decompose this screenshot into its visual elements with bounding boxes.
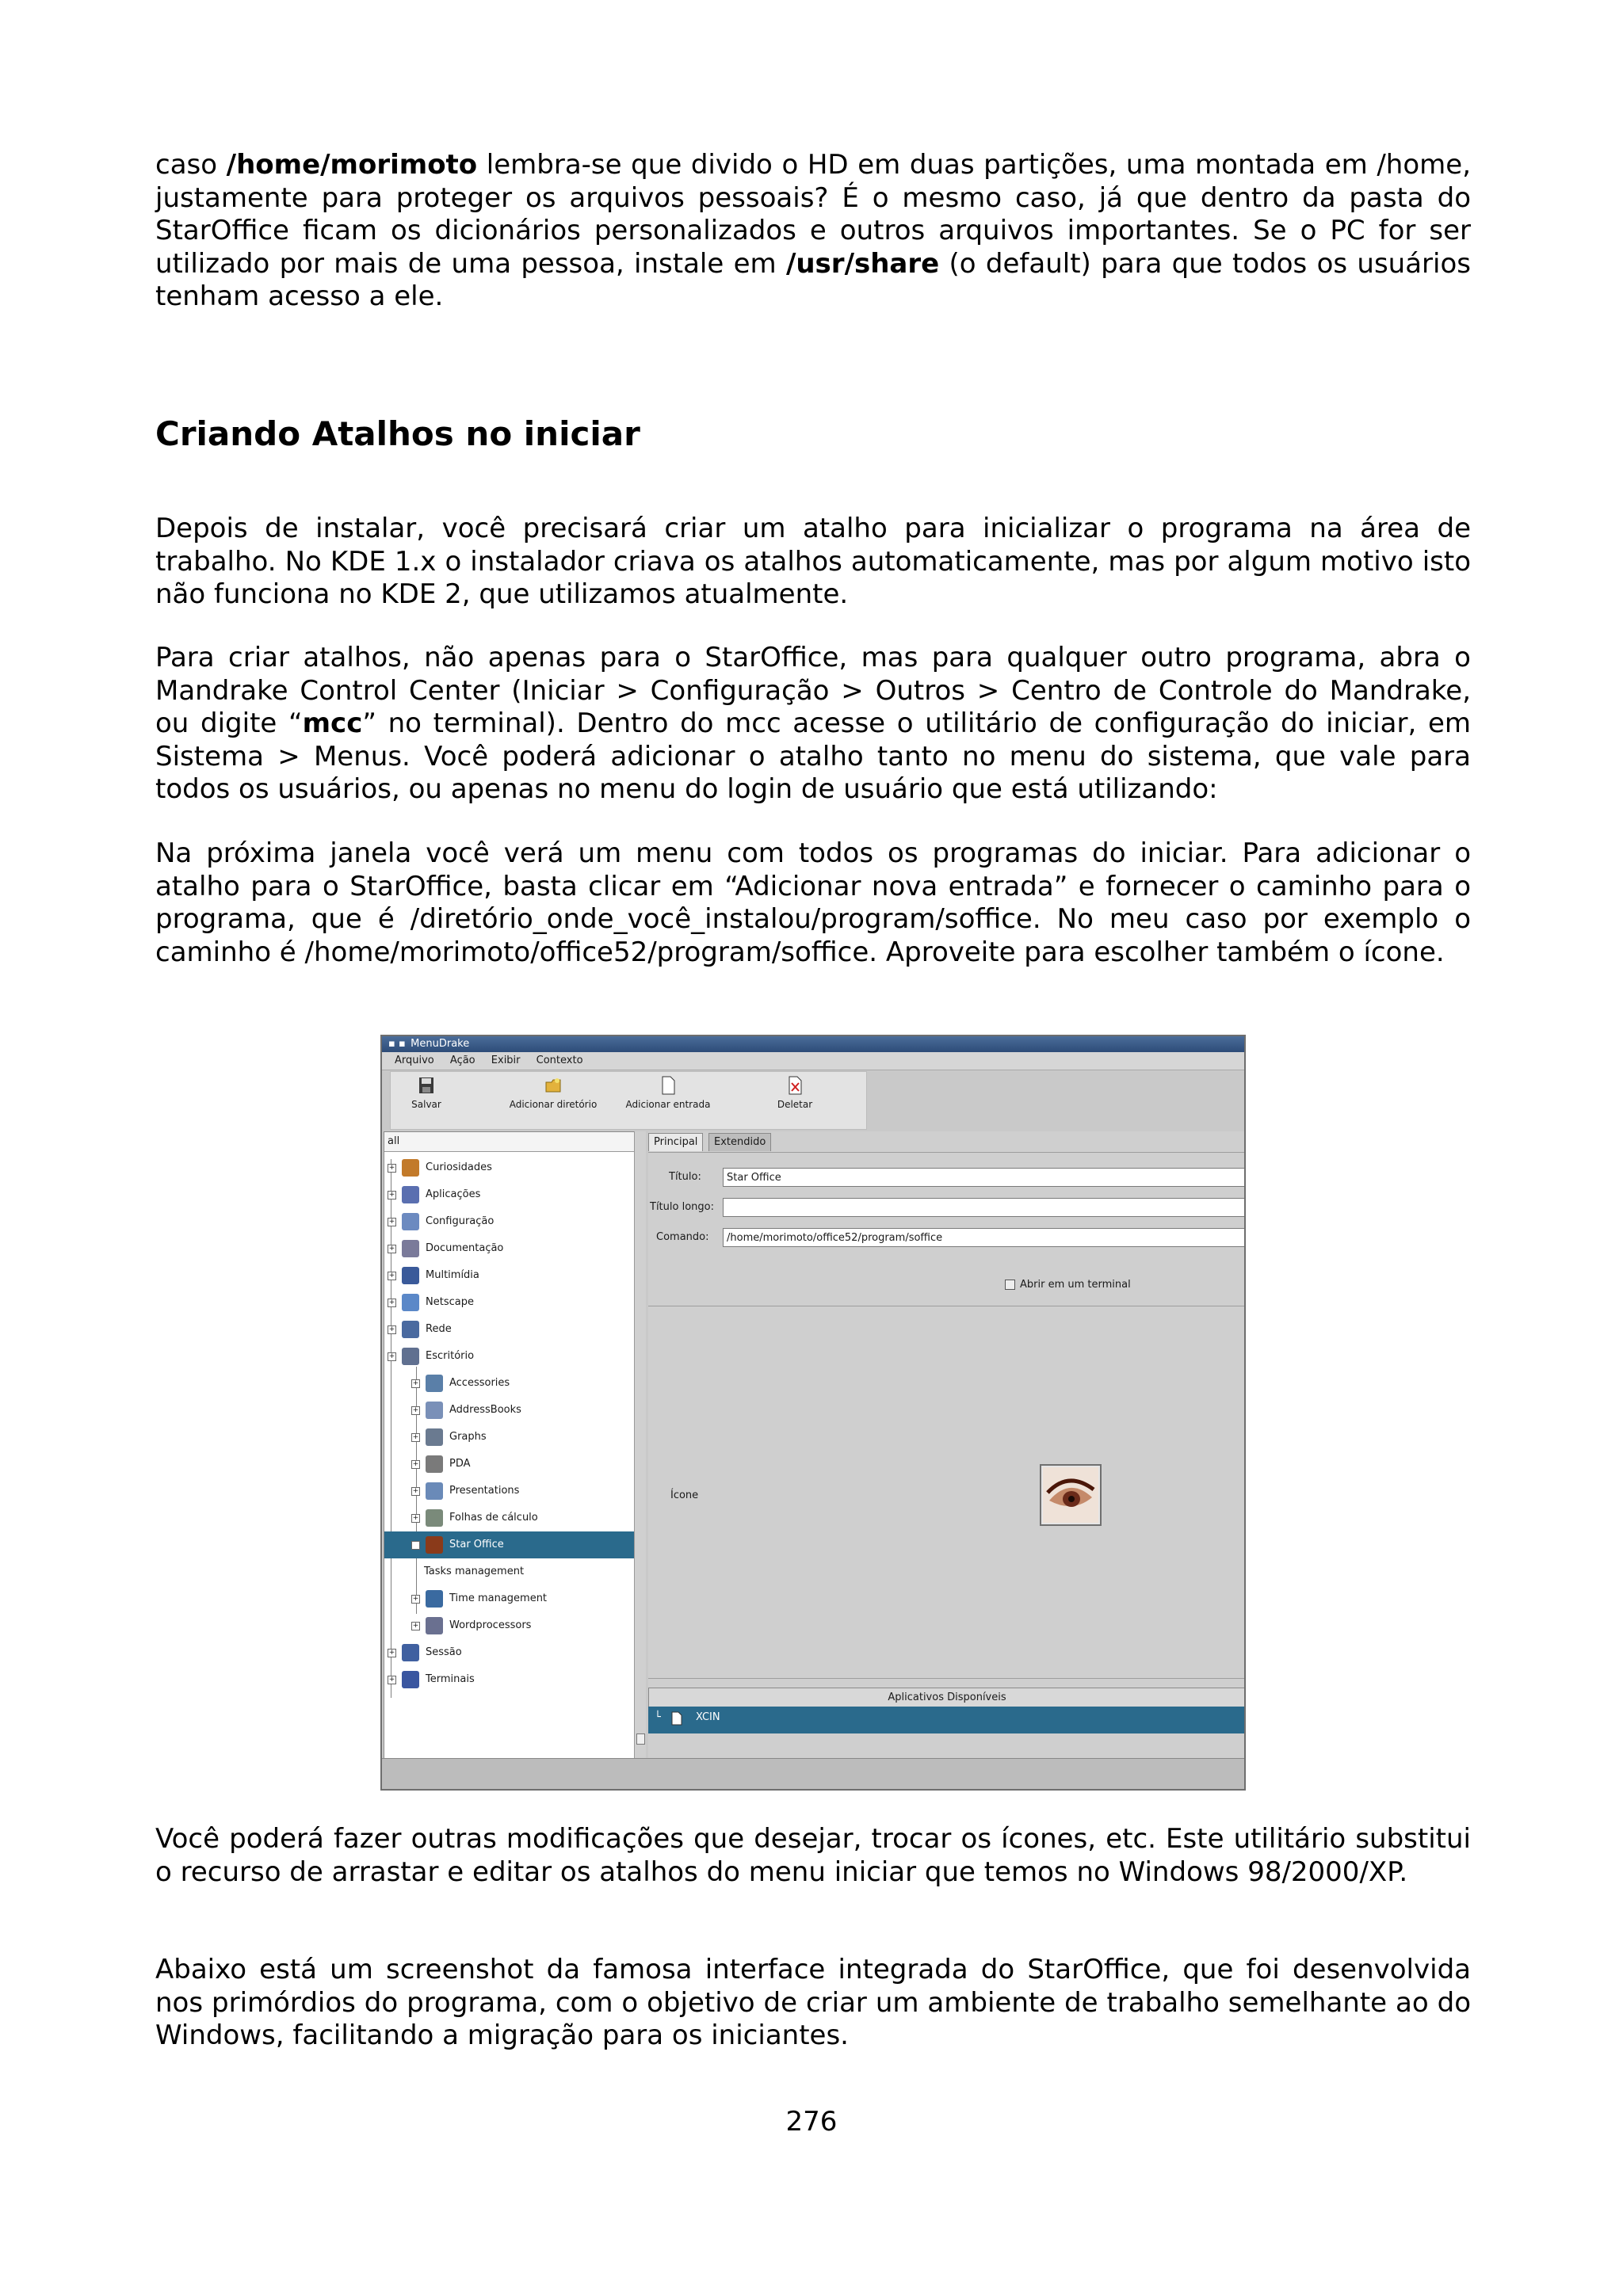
entry-properties-pane <box>648 1131 1246 1760</box>
expand-toggle-icon[interactable]: + <box>388 1218 395 1226</box>
menu-bar <box>382 1052 1244 1070</box>
text-run: Para criar atalhos, não apenas para o StarOffice, mas para qualquer outro programa, abra o Mandrake Control Center (Iniciar > Configuração > Outros > Centro de Controle do Mandrake, ou digite “ <box>155 642 1471 739</box>
tree-item-label: Curiosidades <box>426 1161 492 1173</box>
menu-arquivo[interactable]: Arquivo <box>395 1055 434 1066</box>
terminal-checkbox-label: Abrir em um terminal <box>1020 1279 1131 1291</box>
delete-label: Deletar <box>777 1099 813 1110</box>
add-directory-label: Adicionar diretório <box>509 1099 598 1110</box>
save-button[interactable] <box>407 1075 446 1124</box>
path-home-morimoto: /home/morimoto <box>226 149 478 181</box>
save-label: Salvar <box>411 1099 441 1110</box>
tree-item[interactable] <box>384 1181 636 1208</box>
tree-item[interactable] <box>384 1531 636 1558</box>
tree-item-label: Tasks management <box>424 1566 525 1577</box>
expand-toggle-icon[interactable]: + <box>412 1487 419 1495</box>
menu-category-icon <box>402 1159 419 1177</box>
tree-item[interactable] <box>384 1235 636 1262</box>
tree-scrollbar[interactable] <box>634 1131 646 1760</box>
delete-button[interactable] <box>771 1075 819 1124</box>
terminal-checkbox-row[interactable] <box>1005 1279 1131 1291</box>
titulo-row <box>648 1166 1246 1190</box>
tree-item-label: Time management <box>449 1592 548 1604</box>
expand-toggle-icon[interactable]: + <box>412 1460 419 1468</box>
tree-item-label: Graphs <box>449 1431 487 1443</box>
expand-toggle-icon[interactable]: + <box>388 1649 395 1657</box>
expand-toggle-icon[interactable]: + <box>388 1352 395 1360</box>
tree-item-label: Accessories <box>449 1377 510 1389</box>
tree-item[interactable] <box>384 1612 636 1639</box>
app-document-icon <box>670 1711 683 1726</box>
tree-item[interactable] <box>384 1558 636 1585</box>
expand-toggle-icon[interactable]: + <box>388 1299 395 1306</box>
icone-label: Ícone <box>670 1489 699 1501</box>
tree-item[interactable] <box>384 1424 636 1451</box>
tree-item[interactable] <box>384 1639 636 1666</box>
menu-category-icon <box>402 1213 419 1230</box>
tree-item[interactable] <box>384 1451 636 1478</box>
menu-category-icon <box>426 1509 443 1527</box>
paragraph-5: Você poderá fazer outras modificações que desejar, trocar os ícones, etc. Este utilitário substitui o recurso de arrastar e editar os atalhos do menu iniciar que temos no Windows 98/2000/XP. <box>155 1823 1471 1888</box>
titulo-longo-label: Título longo: <box>650 1201 714 1213</box>
tree-item[interactable] <box>384 1397 636 1424</box>
titulo-longo-field[interactable] <box>723 1198 1246 1217</box>
menu-category-icon <box>426 1375 443 1392</box>
page-number: 276 <box>785 2106 838 2138</box>
tree-item-label: Multimídia <box>426 1269 479 1281</box>
menu-category-icon <box>426 1402 443 1419</box>
available-app-row[interactable] <box>648 1707 1246 1733</box>
tree-item-label: Netscape <box>426 1296 474 1308</box>
terminal-checkbox[interactable] <box>1005 1280 1015 1290</box>
tree-item[interactable] <box>384 1343 636 1370</box>
menu-category-icon <box>402 1186 419 1203</box>
tree-item-label: Wordprocessors <box>449 1619 532 1631</box>
scrollbar-thumb[interactable] <box>636 1733 645 1745</box>
icon-chooser-button[interactable] <box>1040 1464 1102 1526</box>
tree-item-label: Rede <box>426 1323 452 1335</box>
tree-item-label: Folhas de cálculo <box>449 1512 538 1524</box>
section-heading: Criando Atalhos no iniciar <box>155 414 640 453</box>
eye-icon <box>1041 1466 1100 1524</box>
add-directory-button[interactable] <box>502 1075 605 1124</box>
expand-toggle-icon[interactable]: + <box>412 1406 419 1414</box>
menu-category-icon <box>402 1267 419 1284</box>
expand-toggle-icon[interactable]: + <box>412 1379 419 1387</box>
divider <box>648 1152 1246 1153</box>
expand-toggle-icon[interactable]: + <box>388 1325 395 1333</box>
expand-toggle-icon[interactable]: + <box>412 1433 419 1441</box>
divider <box>648 1678 1246 1679</box>
tree-item[interactable] <box>384 1370 636 1397</box>
window-titlebar <box>382 1036 1244 1052</box>
tab-extendido[interactable]: Extendido <box>708 1133 771 1151</box>
tree-item-label: Aplicações <box>426 1188 481 1200</box>
titulo-longo-row <box>648 1196 1246 1220</box>
text-run: ” no terminal). Dentro do mcc acesse o utilitário de configuração do iniciar, em Sistema > Menus. Você poderá adicionar o atalho tanto no menu do sistema, que vale para todos os usuários, ou apenas no menu do login de usuário que está utilizando: <box>155 707 1472 805</box>
expand-toggle-icon[interactable]: + <box>412 1514 419 1522</box>
paragraph-4: Na próxima janela você verá um menu com todos os programas do iniciar. Para adicionar o atalho para o StarOffice, basta clicar em “Adicionar nova entrada” e fornecer o caminho para o programa, que é /diretório_onde_você_instalou/program/soffice. No meu caso por exemplo o caminho é /home/morimoto/office52/program/soffice. Aproveite para escolher também o ícone. <box>155 837 1471 968</box>
menu-category-icon <box>426 1617 443 1634</box>
add-entry-label: Adicionar entrada <box>625 1099 711 1110</box>
text-run: lembra-se que divido o HD em duas partições, uma montada em /home, justamente para proteger os arquivos pessoais? É o mesmo caso, já que dentro da pasta do StarOffice ficam os dicionários personalizados e outros arquivos importantes. Se o PC for ser utilizado por mais de uma pessoa, instale em <box>155 149 1471 280</box>
menu-category-icon <box>402 1644 419 1661</box>
comando-field[interactable]: /home/morimoto/office52/program/soffice <box>723 1228 1246 1247</box>
expand-toggle-icon[interactable]: + <box>388 1164 395 1172</box>
status-bar <box>382 1758 1244 1789</box>
window-title: MenuDrake <box>411 1038 470 1050</box>
menudrake-screenshot <box>380 1035 1246 1791</box>
expand-toggle-icon[interactable]: + <box>388 1191 395 1199</box>
menu-category-icon <box>402 1294 419 1311</box>
titulo-label: Título: <box>669 1171 701 1183</box>
menu-contexto[interactable]: Contexto <box>536 1055 583 1066</box>
comando-row <box>648 1226 1246 1250</box>
tree-branch-glyph: └ <box>655 1711 661 1723</box>
tree-item[interactable] <box>384 1289 636 1316</box>
tree-item-label: Sessão <box>426 1646 462 1658</box>
expand-toggle-icon[interactable]: + <box>412 1622 419 1630</box>
tree-item-label: Configuração <box>426 1215 495 1227</box>
menu-category-icon <box>426 1590 443 1608</box>
tree-item[interactable] <box>384 1585 636 1612</box>
menu-category-icon <box>402 1348 419 1365</box>
tree-item-label: Terminais <box>426 1673 475 1685</box>
tree-item-label: PDA <box>449 1458 471 1470</box>
expand-toggle-icon[interactable]: + <box>388 1272 395 1280</box>
paragraph-1 <box>155 149 1471 314</box>
available-apps-header: Aplicativos Disponíveis <box>648 1688 1246 1708</box>
titulo-field[interactable]: Star Office <box>723 1168 1246 1187</box>
available-app-label: XCIN <box>696 1711 720 1723</box>
tree-item[interactable] <box>384 1316 636 1343</box>
floppy-icon <box>418 1075 435 1096</box>
tree-item-label: Escritório <box>426 1350 475 1362</box>
window-menu-icon[interactable]: ▪ ▪ <box>388 1038 406 1050</box>
expand-toggle-icon[interactable]: + <box>388 1676 395 1684</box>
expand-toggle-icon[interactable]: + <box>412 1541 419 1549</box>
tree-item-label: AddressBooks <box>449 1404 521 1416</box>
add-entry-button[interactable] <box>621 1075 716 1124</box>
tree-item[interactable] <box>384 1666 636 1693</box>
menu-category-icon <box>426 1536 443 1554</box>
menu-category-icon <box>426 1455 443 1473</box>
tree-item-label: Documentação <box>426 1242 504 1254</box>
tree-item-label: Presentations <box>449 1485 520 1497</box>
tree-item[interactable] <box>384 1478 636 1505</box>
menu-acao[interactable]: Ação <box>449 1055 475 1066</box>
delete-icon <box>786 1075 804 1096</box>
path-usr-share: /usr/share <box>785 247 940 280</box>
paragraph-3 <box>155 642 1471 807</box>
category-combo[interactable]: all <box>384 1132 636 1152</box>
tree-item[interactable] <box>384 1208 636 1235</box>
menu-tree-pane <box>384 1131 637 1762</box>
menu-category-icon <box>402 1240 419 1257</box>
menu-category-icon <box>426 1482 443 1500</box>
tree-item[interactable] <box>384 1262 636 1289</box>
toolbar <box>390 1071 867 1130</box>
comando-label: Comando: <box>656 1231 709 1243</box>
tree-item[interactable] <box>384 1154 636 1181</box>
text-run: caso <box>155 149 227 181</box>
menu-exibir[interactable]: Exibir <box>491 1055 521 1066</box>
menu-category-icon <box>426 1428 443 1446</box>
tab-principal[interactable]: Principal <box>648 1133 703 1151</box>
paragraph-6: Abaixo está um screenshot da famosa interface integrada do StarOffice, que foi desenvolvida nos primórdios do programa, com o objetivo de criar um ambiente de trabalho semelhante ao do Windows, facilitando a migração para os iniciantes. <box>155 1954 1471 2051</box>
menu-category-icon <box>402 1671 419 1688</box>
document-icon <box>659 1075 677 1096</box>
text-run: (o default) para que todos os usuários tenham acesso a ele. <box>155 247 1471 312</box>
expand-toggle-icon[interactable]: + <box>388 1245 395 1253</box>
mcc-command: mcc <box>302 707 363 739</box>
paragraph-2: Depois de instalar, você precisará criar um atalho para inicializar o programa na área de trabalho. No KDE 1.x o instalador criava os atalhos automaticamente, mas por algum motivo isto não funciona no KDE 2, que utilizamos atualmente. <box>155 513 1471 610</box>
tree-item-label: Star Office <box>449 1539 504 1550</box>
menu-category-icon <box>402 1321 419 1338</box>
tree-item[interactable] <box>384 1505 636 1531</box>
folder-icon <box>544 1075 562 1096</box>
expand-toggle-icon[interactable]: + <box>412 1595 419 1603</box>
